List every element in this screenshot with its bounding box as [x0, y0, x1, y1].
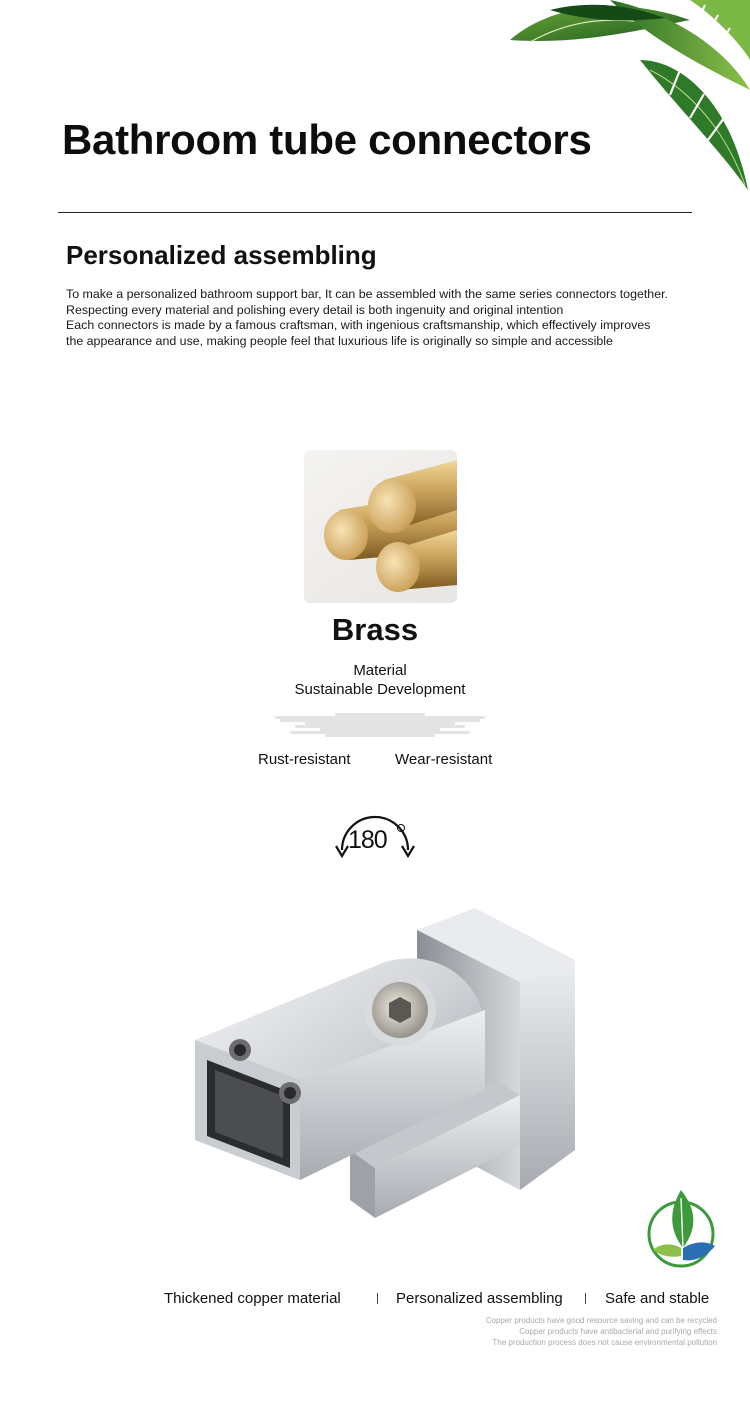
feature-separator: [585, 1293, 586, 1304]
section-title: Personalized assembling: [66, 240, 377, 270]
material-name: Brass: [331, 612, 419, 647]
intro-line: the appearance and use, making people feel that luxurious life is originally so simple and accessible: [66, 333, 613, 348]
bottom-feature-safe-stable: Safe and stable: [605, 1290, 710, 1307]
intro-paragraph: [66, 287, 706, 349]
bottom-feature-thickened-copper: Thickened copper material: [164, 1290, 341, 1307]
intro-line: Each connectors is made by a famous craftsman, with ingenious craftsmanship, which effectively improves: [66, 318, 651, 332]
fine-print-line: Copper products have good resource saving and can be recycled: [485, 1316, 717, 1325]
fine-print-line: Copper products have antibacterial and purifying effects: [519, 1327, 717, 1336]
page-title: Bathroom tube connectors: [62, 116, 592, 163]
degree-symbol-icon: [397, 824, 405, 832]
connector-product-image: [185, 900, 585, 1220]
feature-wear-resistant: Wear-resistant: [395, 751, 493, 768]
palm-leaves-decoration: [490, 0, 750, 200]
intro-line: Respecting every material and polishing every detail is both ingenuity and original intention: [66, 302, 564, 317]
title-divider: [58, 212, 692, 213]
brass-rods-image: [304, 450, 457, 603]
intro-line: To make a personalized bathroom support bar, It can be assembled with the same series connectors together.: [66, 287, 668, 301]
bottom-feature-personalized: Personalized assembling: [396, 1290, 563, 1307]
rotation-degrees: 180: [348, 826, 387, 854]
material-label: Material: [353, 662, 407, 679]
feature-rust-resistant: Rust-resistant: [258, 751, 351, 768]
feature-separator: [377, 1293, 378, 1304]
faint-text-block: [270, 713, 490, 737]
fine-print-line: The production process does not cause environmental pollution: [492, 1338, 717, 1347]
material-tagline: Sustainable Development: [294, 681, 466, 698]
eco-leaf-logo: [643, 1190, 719, 1270]
